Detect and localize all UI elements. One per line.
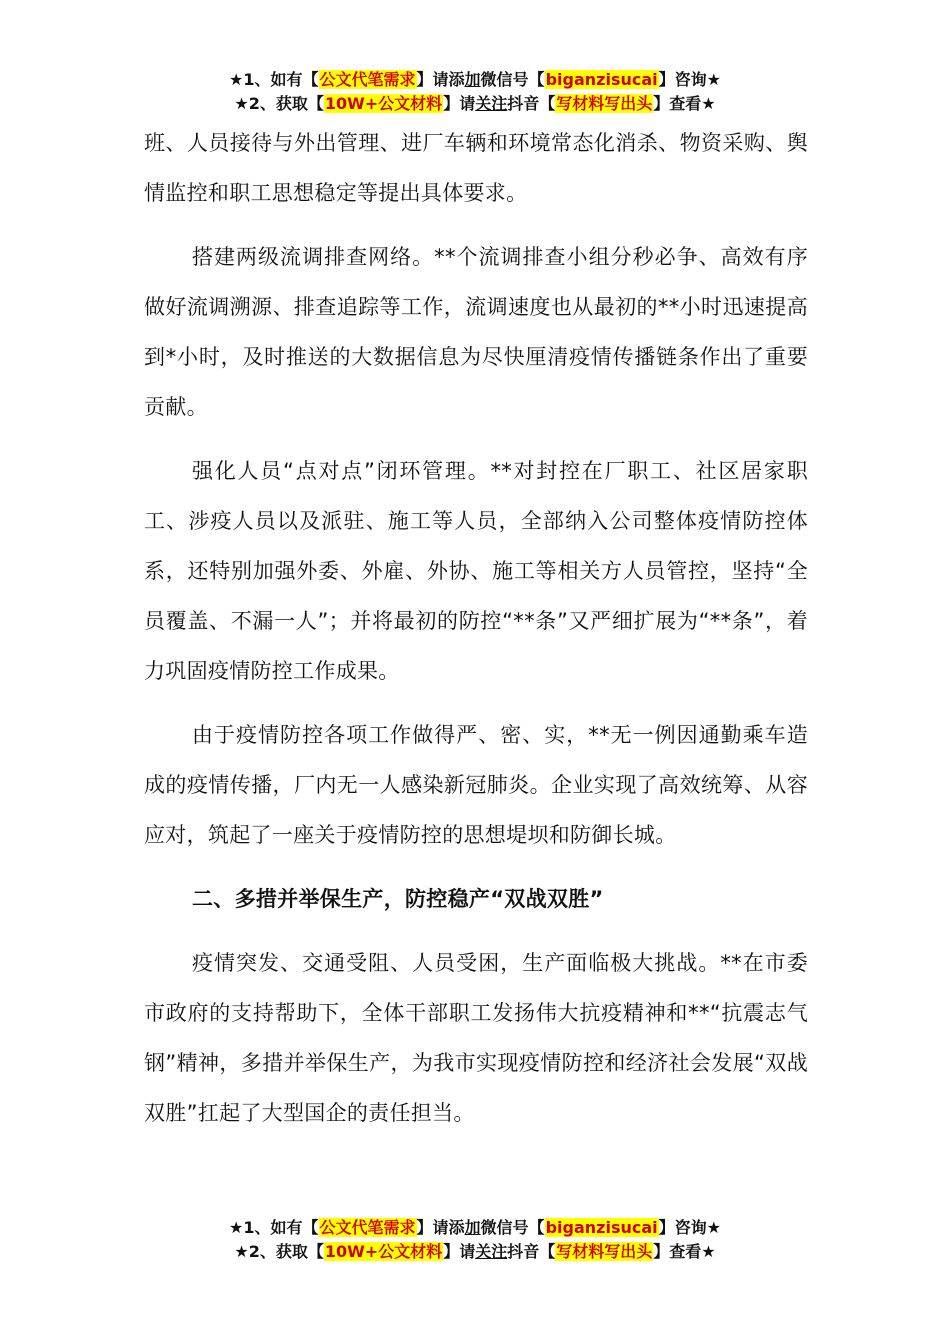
banner-text: 】查看★ — [653, 1242, 716, 1261]
banner-highlight: 10W+公文材料 — [324, 1242, 443, 1261]
banner-text: 】咨询★ — [658, 70, 721, 89]
banner-highlight: 10W+公文材料 — [324, 94, 443, 113]
banner-text: 】咨询★ — [658, 1218, 721, 1237]
paragraph-tracing-network: 搭建两级流调排查网络。**个流调排查小组分秒必争、高效有序做好流调溯源、排查追踪等工作，流调速度也从最初的**小时迅速提高到*小时，及时推送的大数据信息为尽快厘清疫情传播链条作出了重要贡献。 — [144, 245, 808, 419]
banner-text: 抖音【 — [507, 1242, 556, 1261]
banner-emphasis: 加 — [464, 70, 481, 89]
banner-text: 】请添 — [416, 70, 465, 89]
banner-douyin-account: 写材料写出头 — [556, 1242, 653, 1261]
banner-text: ★2、获取【 — [234, 1242, 324, 1261]
banner-text: ★1、如有【 — [229, 70, 319, 89]
section-heading: 二、多措并举保生产，防控稳产“双战双胜” — [192, 887, 604, 911]
banner-highlight: 公文代笔需求 — [319, 70, 416, 89]
banner-wechat-id: biganzisucai — [545, 1218, 658, 1237]
banner-text: 微信号【 — [480, 70, 545, 89]
paragraph-production: 疫情突发、交通受阻、人员受困，生产面临极大挑战。**在市委市政府的支持帮助下，全体干部职工发扬伟大抗疫精神和**“抗震志气钢”精神，多措并举保生产，为我市实现疫情防控和经济社会发展“双战双胜”扛起了大型国企的责任担当。 — [144, 951, 808, 1125]
banner-line-1 — [0, 1216, 950, 1240]
banner-emphasis: 关注 — [475, 1242, 508, 1261]
banner-emphasis: 加 — [464, 1218, 481, 1237]
banner-text: 】请 — [443, 94, 476, 113]
paragraph-continued: 班、人员接待与外出管理、进厂车辆和环境常态化消杀、物资采购、舆情监控和职工思想稳定等提出具体要求。 — [144, 131, 808, 205]
banner-text: 】请 — [443, 1242, 476, 1261]
banner-douyin-account: 写材料写出头 — [556, 94, 653, 113]
paragraph-closed-loop-management: 强化人员“点对点”闭环管理。**对封控在厂职工、社区居家职工、涉疫人员以及派驻、施工等人员，全部纳入公司整体疫情防控体系，还特别加强外委、外雇、外协、施工等相关方人员管控，坚持“全员覆盖、不漏一人”；并将最初的防控“**条”又严细扩展为“**条”，着力巩固疫情防控工作成果。 — [144, 459, 808, 683]
banner-text: ★1、如有【 — [229, 1218, 319, 1237]
banner-text: 】查看★ — [653, 94, 716, 113]
banner-text: ★2、获取【 — [234, 94, 324, 113]
banner-wechat-id: biganzisucai — [545, 70, 658, 89]
banner-text: 】请添 — [416, 1218, 465, 1237]
banner-line-2 — [0, 1240, 950, 1264]
banner-text: 抖音【 — [507, 94, 556, 113]
banner-text: 微信号【 — [480, 1218, 545, 1237]
banner-line-1 — [0, 68, 950, 92]
header-banner — [0, 68, 950, 116]
banner-emphasis: 关注 — [475, 94, 508, 113]
banner-line-2 — [0, 92, 950, 116]
footer-banner — [0, 1216, 950, 1264]
banner-highlight: 公文代笔需求 — [319, 1218, 416, 1237]
document-body — [144, 118, 808, 1152]
paragraph-results: 由于疫情防控各项工作做得严、密、实，**无一例因通勤乘车造成的疫情传播，厂内无一人感染新冠肺炎。企业实现了高效统筹、从容应对，筑起了一座关于疫情防控的思想堤坝和防御长城。 — [144, 723, 808, 847]
